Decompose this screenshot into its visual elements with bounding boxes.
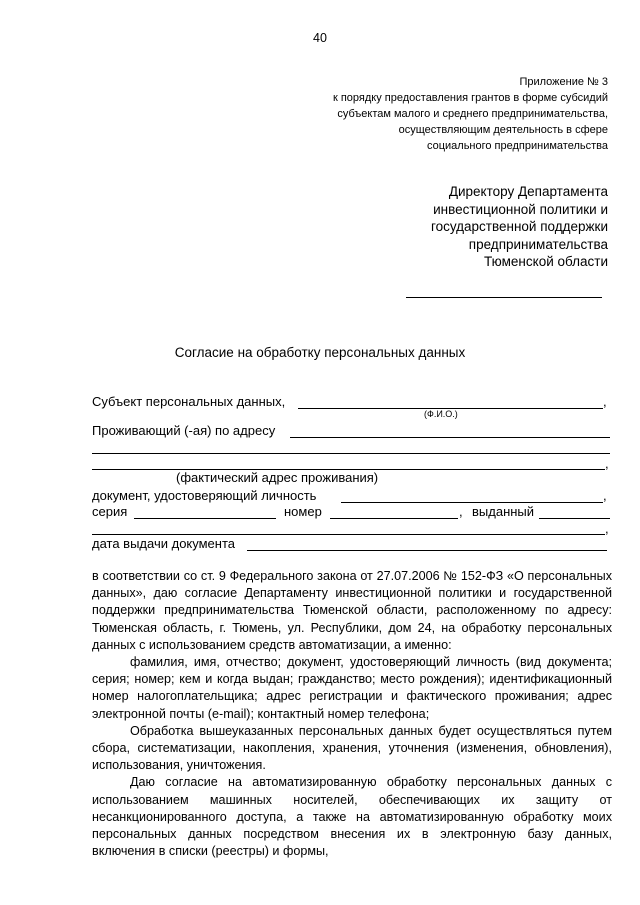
issued-line-2[interactable]: [92, 534, 605, 535]
actual-address-hint: (фактический адрес проживания): [176, 470, 379, 485]
series-field-line[interactable]: [134, 518, 276, 519]
consent-paragraph: Даю согласие на автоматизированную обработку персональных данных с использованием машинных носителей, обеспечивающих их защиту от несанкционированного доступа, а также на автоматизированную обработку моих персональных данных посредством внесения их в электронную базу данных, включения в списки (реестры) и формы,: [92, 775, 612, 859]
fio-hint: (Ф.И.О.): [424, 409, 458, 419]
address-comma: ,: [605, 456, 609, 471]
fio-comma: ,: [603, 394, 607, 409]
number-label: номер: [284, 504, 322, 519]
series-label: серия: [92, 504, 128, 519]
addressee-signature-line[interactable]: [406, 297, 602, 298]
page-number: 40: [313, 31, 327, 45]
appendix-line: социального предпринимательства: [426, 140, 608, 152]
addressee-line: Директору Департамента: [448, 184, 608, 199]
addressee-line: инвестиционной политики и: [433, 201, 608, 217]
appendix-line: осуществляющим деятельность в сфере: [398, 124, 608, 136]
appendix-line: субъектам малого и среднего предпринимательства,: [337, 108, 608, 120]
id-document-comma: ,: [603, 488, 607, 503]
number-field-line[interactable]: [330, 518, 458, 519]
subject-label: Субъект персональных данных,: [92, 394, 286, 409]
consent-paragraph: фамилия, имя, отчество; документ, удостоверяющий личность (вид документа; серия; номер; кем и когда выдан; гражданство; место рождения); идентификационный номер налогоплательщика; адрес регистрации и фактического проживания; адрес электронной почты (e-mail); контактный номер телефона;: [92, 655, 612, 721]
appendix-line: к порядку предоставления грантов в форме субсидий: [332, 92, 608, 104]
appendix-line: Приложение № 3: [519, 76, 608, 88]
issued-comma: ,: [605, 521, 609, 536]
addressee-line: Тюменской области: [484, 254, 608, 269]
issue-date-field-line[interactable]: [247, 550, 607, 551]
consent-body: [92, 568, 612, 860]
address-line-2[interactable]: [92, 453, 610, 454]
issued-field-line[interactable]: [539, 518, 610, 519]
id-document-field-line[interactable]: [341, 502, 603, 503]
issue-date-label: дата выдачи документа: [92, 536, 235, 551]
consent-paragraph: в соответствии со ст. 9 Федерального закона от 27.07.2006 № 152-ФЗ «О персональных данных», даю согласие Департаменту инвестиционной политики и государственной поддержки предпринимательства Тюменской области, расположенному по адресу: Тюменская область, г. Тюмень, ул. Республики, дом 24, на обработку персональных данных с использованием средств автоматизации, а именно:: [92, 569, 612, 652]
addressee-block: [431, 183, 608, 271]
addressee-line: предпринимательства: [468, 236, 608, 252]
document-title: Согласие на обработку персональных данных: [174, 345, 466, 360]
issued-label: выданный: [472, 504, 535, 519]
residence-field-line[interactable]: [290, 437, 610, 438]
appendix-note: [333, 74, 608, 154]
residence-label: Проживающий (-ая) по адресу: [92, 423, 276, 438]
addressee-line: государственной поддержки: [430, 219, 608, 234]
number-comma: ,: [459, 504, 463, 519]
id-document-label: документ, удостоверяющий личность: [92, 488, 317, 503]
consent-paragraph: Обработка вышеуказанных персональных данных будет осуществляться путем сбора, систематизации, накопления, хранения, уточнения (изменения, обновления), использования, уничтожения.: [92, 723, 612, 773]
